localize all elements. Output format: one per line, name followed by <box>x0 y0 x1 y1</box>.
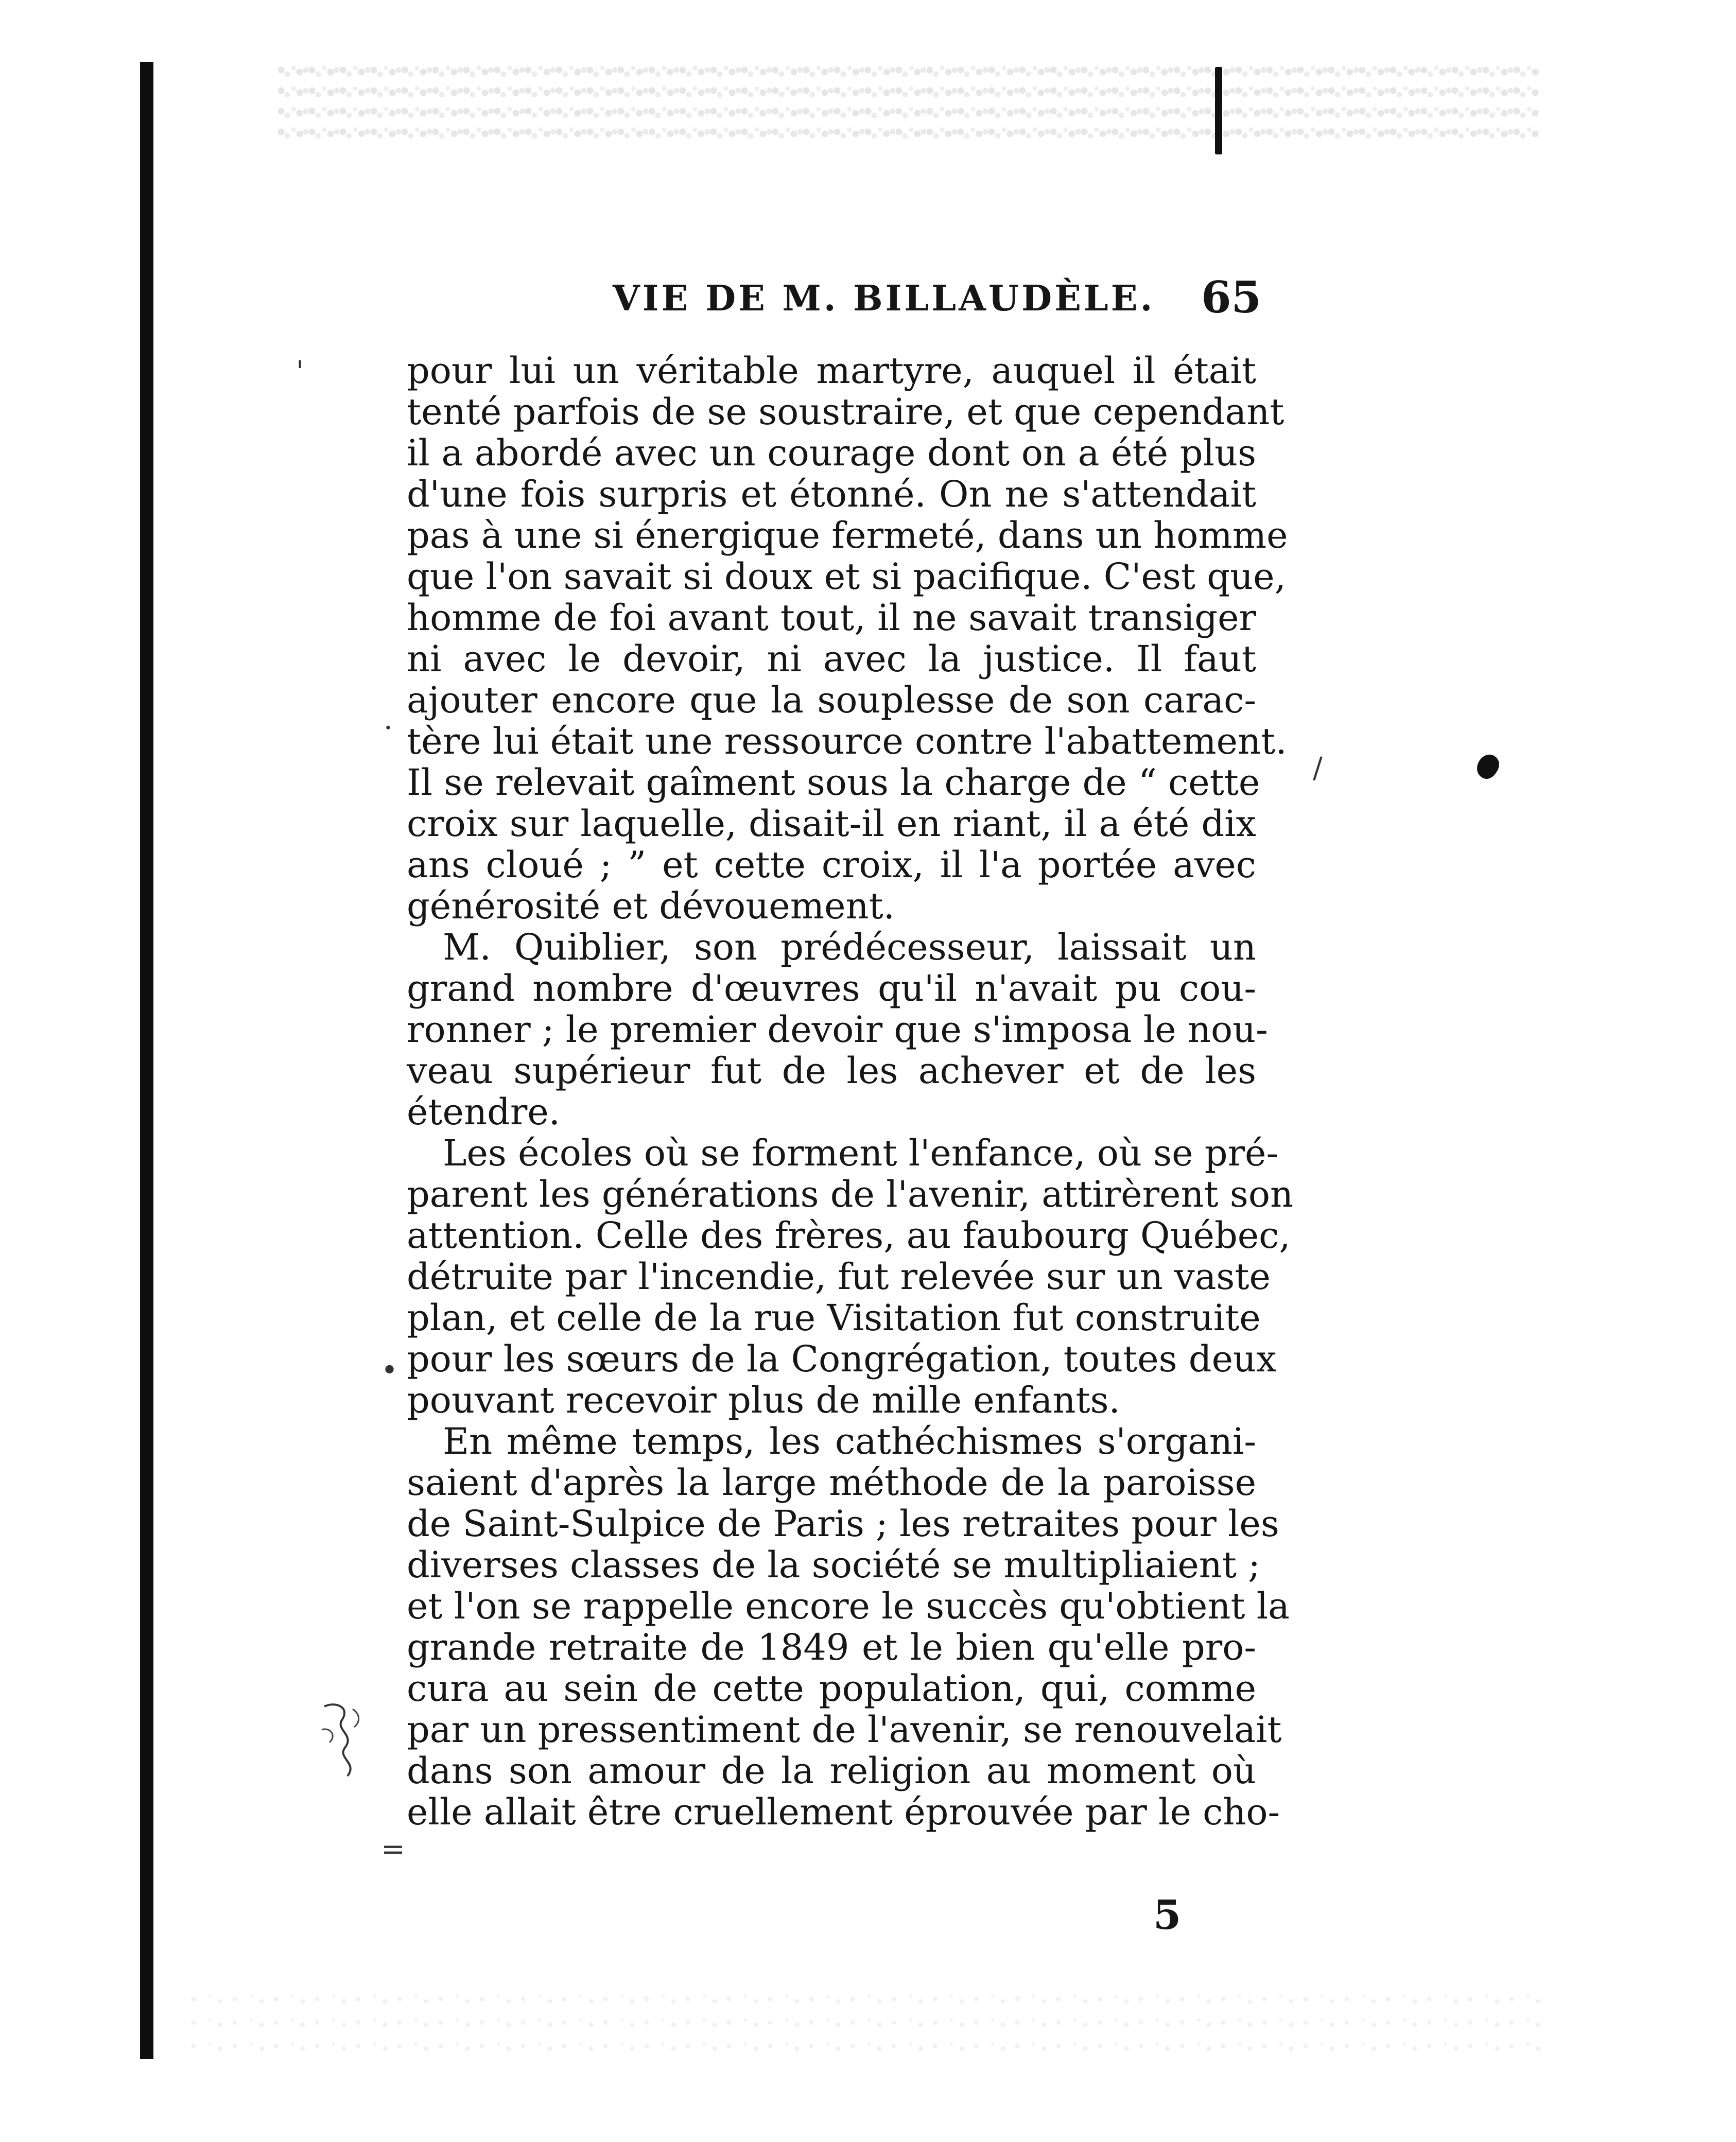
text-line: grand nombre d'œuvres qu'il n'avait pu cou- <box>407 967 1256 1009</box>
body-text <box>407 350 1294 1833</box>
running-header <box>412 257 1261 323</box>
text-line: attention. Celle des frères, au faubourg Québec, <box>407 1214 1291 1257</box>
text-line: dans son amour de la religion au moment où <box>407 1750 1256 1792</box>
text-line: que l'on savait si doux et si pacifique. C'est que, <box>407 555 1286 598</box>
text-line: M. Quiblier, son prédécesseur, laissait un <box>443 926 1256 968</box>
text-line: étendre. <box>407 1091 561 1133</box>
text-line: homme de foi avant tout, il ne savait transiger <box>407 597 1256 639</box>
text-line: elle allait être cruellement éprouvée par le cho- <box>407 1791 1280 1833</box>
text-line: tenté parfois de se soustraire, et que cependant <box>407 391 1284 433</box>
text-line: et l'on se rappelle encore le succès qu'obtient la <box>407 1585 1290 1627</box>
text-line: pour lui un véritable martyre, auquel il était <box>407 350 1256 392</box>
text-line: Il se relevait gaîment sous la charge de “ cette <box>407 761 1260 804</box>
ink-blot <box>1472 751 1503 782</box>
page-number: 65 <box>1201 272 1261 323</box>
margin-tick-mark: • <box>381 1354 398 1387</box>
text-line: parent les générations de l'avenir, attirèrent son <box>407 1173 1294 1215</box>
text-line: cura au sein de cette population, qui, comme <box>407 1667 1256 1710</box>
text-line: ans cloué ; ” et cette croix, il l'a portée avec <box>407 844 1256 886</box>
text-line: veau supérieur fut de les achever et de les <box>407 1050 1256 1092</box>
text-line: En même temps, les cathéchismes s'organi- <box>443 1420 1256 1462</box>
text-line: Les écoles où se forment l'enfance, où se pré- <box>443 1132 1279 1174</box>
text-line: croix sur laquelle, disait-il en riant, il a été dix <box>407 803 1256 845</box>
text-line: d'une fois surpris et étonné. On ne s'attendait <box>407 473 1256 515</box>
header-ink-mark <box>1215 67 1222 154</box>
margin-tick-mark: / <box>1313 752 1323 785</box>
text-line: saient d'après la large méthode de la paroisse <box>407 1461 1256 1504</box>
text-line: tère lui était une ressource contre l'abattement. <box>407 720 1287 762</box>
text-line: ajouter encore que la souplesse de son carac- <box>407 679 1256 721</box>
text-line: ni avec le devoir, ni avec la justice. Il faut <box>407 638 1256 680</box>
text-line: il a abordé avec un courage dont on a été plus <box>407 432 1256 474</box>
scan-noise-bottom <box>185 1987 1550 2059</box>
text-line: ronner ; le premier devoir que s'imposa le nou- <box>407 1008 1268 1051</box>
margin-tick-mark: = <box>381 1833 405 1866</box>
text-line: par un pressentiment de l'avenir, se renouvelait <box>407 1709 1282 1751</box>
running-title: VIE DE M. BILLAUDÈLE. <box>613 278 1155 319</box>
text-line: pas à une si énergique fermeté, dans un homme <box>407 514 1288 556</box>
text-line: de Saint-Sulpice de Paris ; les retraites pour les <box>407 1503 1279 1545</box>
handwritten-margin-note <box>314 1699 371 1786</box>
margin-tick-mark: ' <box>296 355 304 389</box>
text-line: générosité et dévouement. <box>407 885 895 927</box>
text-line: détruite par l'incendie, fut relevée sur un vaste <box>407 1256 1271 1298</box>
book-binding-edge <box>140 62 153 2059</box>
text-line: pouvant recevoir plus de mille enfants. <box>407 1379 1120 1421</box>
text-line: diverses classes de la société se multipliaient ; <box>407 1544 1260 1586</box>
signature-mark: 5 <box>1153 1892 1182 1939</box>
text-line: pour les sœurs de la Congrégation, toutes deux <box>407 1338 1277 1380</box>
text-line: plan, et celle de la rue Visitation fut construite <box>407 1297 1261 1339</box>
scan-noise-top <box>278 62 1539 144</box>
margin-tick-mark: . <box>384 703 393 736</box>
text-line: grande retraite de 1849 et le bien qu'elle pro- <box>407 1626 1256 1668</box>
